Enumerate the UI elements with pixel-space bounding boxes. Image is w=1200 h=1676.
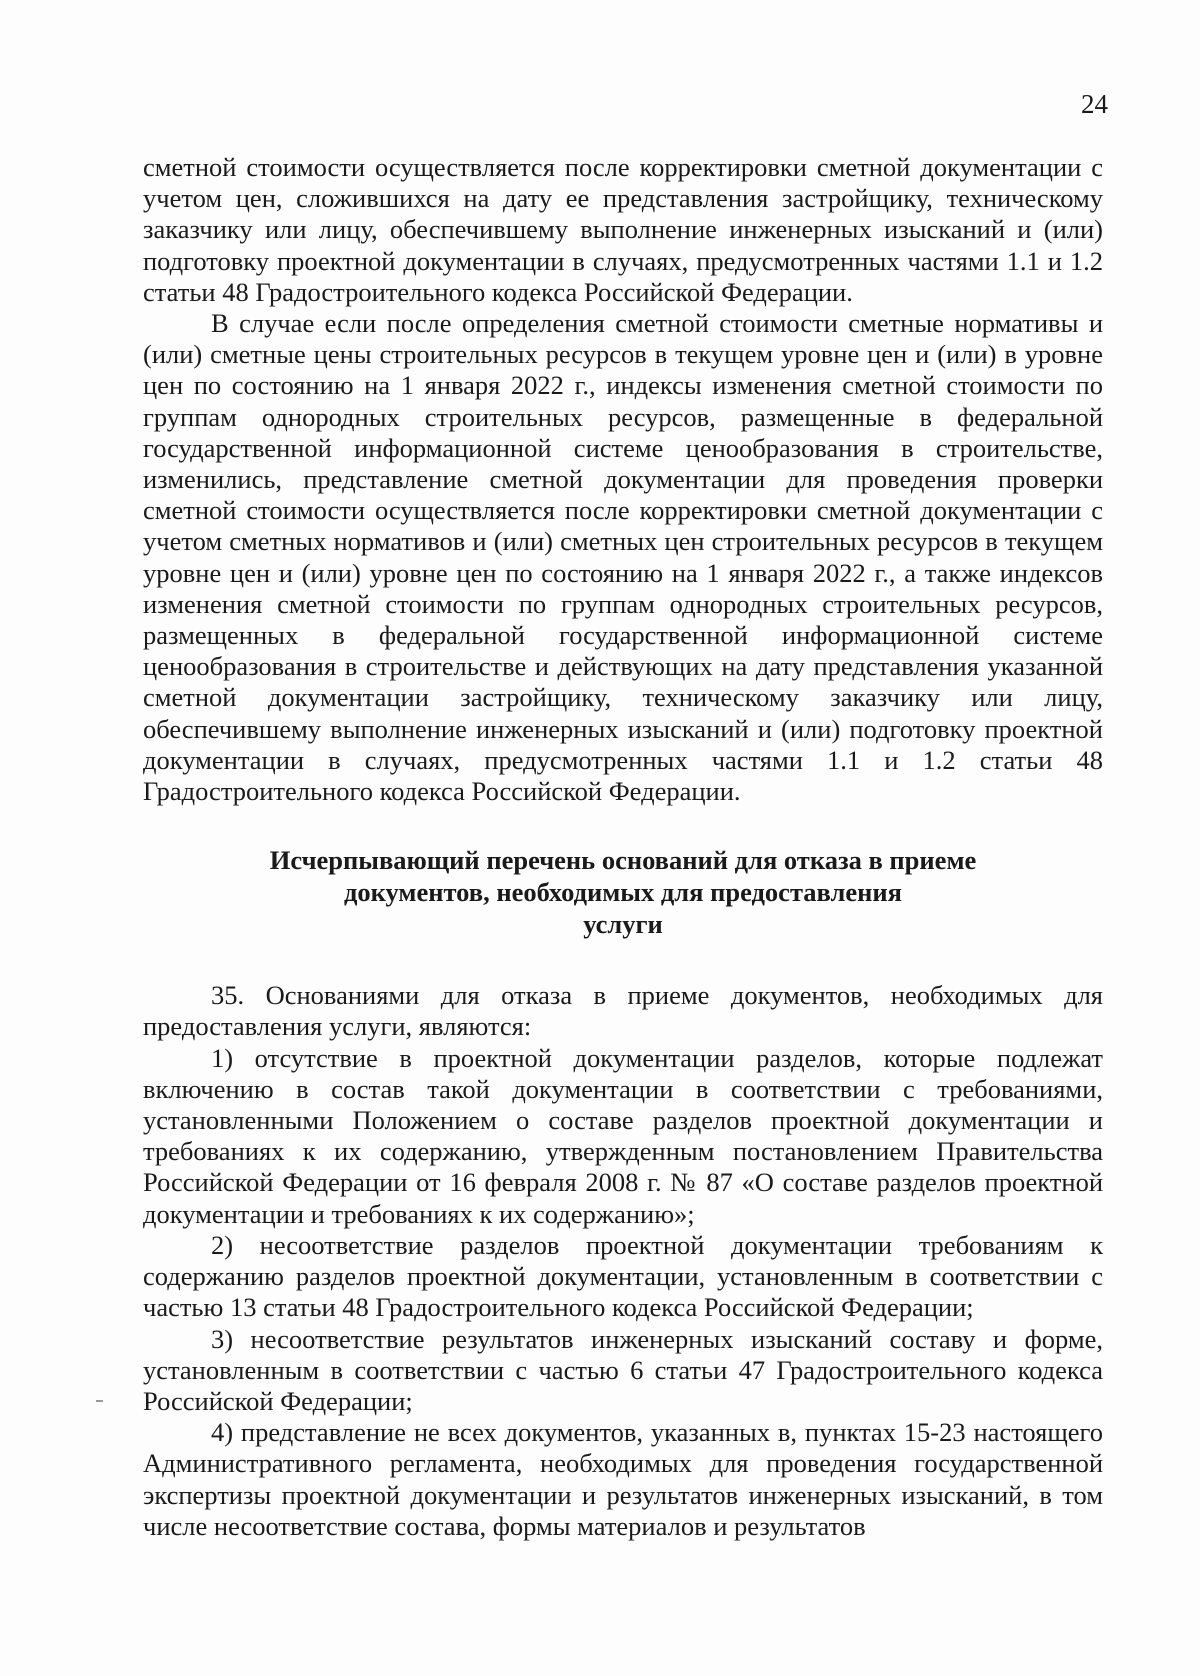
- paragraph-item-35: 35. Основаниями для отказа в приеме документов, необходимых для предоставления услуги, являются:: [143, 980, 1103, 1042]
- list-item-2: 2) несоответствие разделов проектной документации требованиям к содержанию разделов проектной документации, установленным в соответствии с частью 13 статьи 48 Градостроительного кодекса Российской Федерации;: [143, 1229, 1103, 1323]
- page-number: 24: [1081, 89, 1108, 119]
- document-body: [143, 152, 1103, 1542]
- paragraph-estimate-correction: В случае если после определения сметной стоимости сметные нормативы и (или) сметные цены строительных ресурсов в текущем уровне цен и (или) в уровне цен по состоянию на 1 января 2022 г., индексы изменения сметной стоимости по группам однородных строительных ресурсов, размещенные в федеральной государственной информационной системе ценообразования в строительстве, изменились, представление сметной документации для проведения проверки сметной стоимости осуществляется после корректировки сметной документации с учетом сметных нормативов и (или) сметных цен строительных ресурсов в текущем уровне цен и (или) уровне цен по состоянию на 1 января 2022 г., а также индексов изменения сметной стоимости по группам однородных строительных ресурсов, размещенных в федеральной государственной информационной системе ценообразования в строительстве и действующих на дату представления указанной сметной документации застройщику, техническому заказчику или лицу, обеспечившему выполнение инженерных изысканий и (или) подготовку проектной документации в случаях, предусмотренных частями 1.1 и 1.2 статьи 48 Градостроительного кодекса Российской Федерации.: [143, 308, 1103, 807]
- list-item-3: 3) несоответствие результатов инженерных изысканий составу и форме, установленным в соответствии с частью 6 статьи 47 Градостроительного кодекса Российской Федерации;: [143, 1323, 1103, 1416]
- section-heading: [143, 844, 1103, 940]
- section-heading-line-1: Исчерпывающий перечень оснований для отказа в приеме: [269, 845, 977, 876]
- list-item-4: 4) представление не всех документов, указанных в, пунктах 15-23 настоящего Административного регламента, необходимых для проведения государственной экспертизы проектной документации и результатов инженерных изысканий, в том числе несоответствие состава, формы материалов и результатов: [143, 1417, 1103, 1541]
- list-item-1: 1) отсутствие в проектной документации разделов, которые подлежат включению в состав такой документации в соответствии с требованиями, установленными Положением о составе разделов проектной документации и требованиях к их содержанию, утвержденным постановлением Правительства Российской Федерации от 16 февраля 2008 г. № 87 «О составе разделов проектной документации и требованиях к их содержанию»;: [143, 1042, 1103, 1229]
- paragraph-continuation: сметной стоимости осуществляется после корректировки сметной документации с учетом цен, сложившихся на дату ее представления застройщику, техническому заказчику или лицу, обеспечившему выполнение инженерных изысканий и (или) подготовку проектной документации в случаях, предусмотренных частями 1.1 и 1.2 статьи 48 Градостроительного кодекса Российской Федерации.: [143, 152, 1103, 307]
- section-heading-line-3: услуги: [583, 909, 663, 940]
- margin-mark: [96, 1400, 103, 1402]
- section-heading-line-2: документов, необходимых для предоставления: [343, 877, 902, 908]
